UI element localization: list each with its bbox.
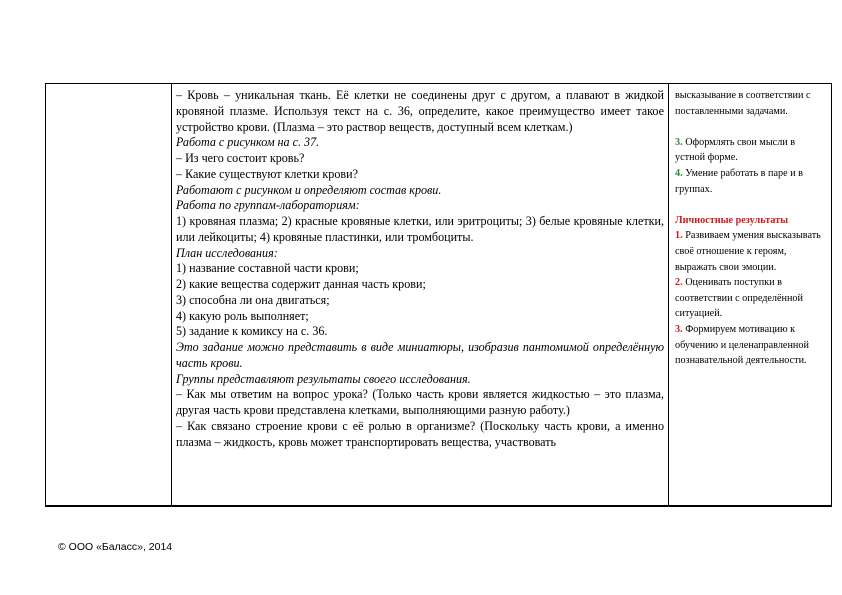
content-paragraph: 2) какие вещества содержит данная часть крови; (176, 277, 426, 291)
outcome-number: 4. (675, 167, 683, 179)
content-paragraph: 3) способна ли она двигаться; (176, 292, 330, 307)
content-paragraph: 1) название составной части крови; (176, 261, 359, 276)
table-column-empty (46, 84, 172, 507)
content-paragraph: Группы представляют результаты своего исследования. (176, 371, 471, 386)
content-paragraph: – Из чего состоит кровь? (176, 151, 305, 165)
content-paragraph: – Как связано строение крови с её ролью в организме? (Поскольку часть крови, а именно плазма – жидкость, кровь может транспортировать вещества, участвовать (176, 418, 664, 449)
outcome-number: 2. (675, 277, 683, 289)
personal-results-heading: Личностные результаты (675, 214, 789, 226)
outcome-item (675, 135, 827, 166)
content-paragraph: Работа по группам-лабораториям: (176, 198, 360, 213)
lesson-table (45, 83, 832, 507)
content-paragraph: Работа с рисунком на с. 37. (176, 135, 320, 150)
outcome-text: Развиваем умения высказывать своё отношение к героям, выражать свои эмоции. (675, 230, 821, 273)
outcome-number: 1. (675, 230, 683, 242)
content-paragraph: Работают с рисунком и определяют состав крови. (176, 182, 442, 197)
outcome-item (675, 322, 827, 369)
outcome-number: 3. (675, 136, 683, 148)
table-bottom-border (45, 505, 832, 507)
content-paragraph: – Кровь – уникальная ткань. Её клетки не соединены друг с другом, а плавают в жидкой кровяной плазме. Используя текст на с. 36, определите, какое преимущество имеет такое устройство крови. (Плазма – это раствор веществ, доступный всем клеткам.) (176, 88, 664, 134)
outcome-text: Умение работать в паре и в группах. (675, 167, 803, 195)
outcome-text: Формируем мотивацию к обучению и целенаправленной познавательной деятельности. (675, 323, 809, 367)
content-paragraph: 1) кровяная плазма; 2) красные кровяные клетки, или эритроциты; 3) белые кровяные клетки, или лейкоциты; 4) кровяные пластинки, или тромбоциты. (176, 214, 664, 244)
outcome-text: Оценивать поступки в соответствии с определённой ситуацией. (675, 277, 803, 320)
outcome-number: 3. (675, 323, 683, 335)
table-column-outcomes (670, 84, 831, 507)
content-paragraph: – Какие существуют клетки крови? (176, 166, 358, 181)
content-paragraph: План исследования: (176, 245, 278, 260)
outcome-text: Оформлять свои мысли в устной форме. (675, 136, 796, 164)
outcome-item (675, 166, 827, 197)
outcome-item (675, 228, 827, 275)
table-column-lesson-content (172, 84, 669, 507)
outcome-paragraph: высказывание в соответствии с поставленными задачами. (675, 90, 811, 117)
outcome-item (675, 275, 827, 322)
content-paragraph: Это задание можно представить в виде миниатюры, изобразив пантомимой определённую часть крови. (176, 340, 664, 370)
content-paragraph: – Как мы ответим на вопрос урока? (Только часть крови является жидкостью – это плазма, другая часть крови представлена клетками, выполняющими разную работу.) (176, 387, 664, 417)
content-paragraph: 4) какую роль выполняет; (176, 308, 309, 323)
copyright-footer: © ООО «Баласс», 2014 (58, 541, 173, 553)
content-paragraph: 5) задание к комиксу на с. 36. (176, 324, 328, 339)
